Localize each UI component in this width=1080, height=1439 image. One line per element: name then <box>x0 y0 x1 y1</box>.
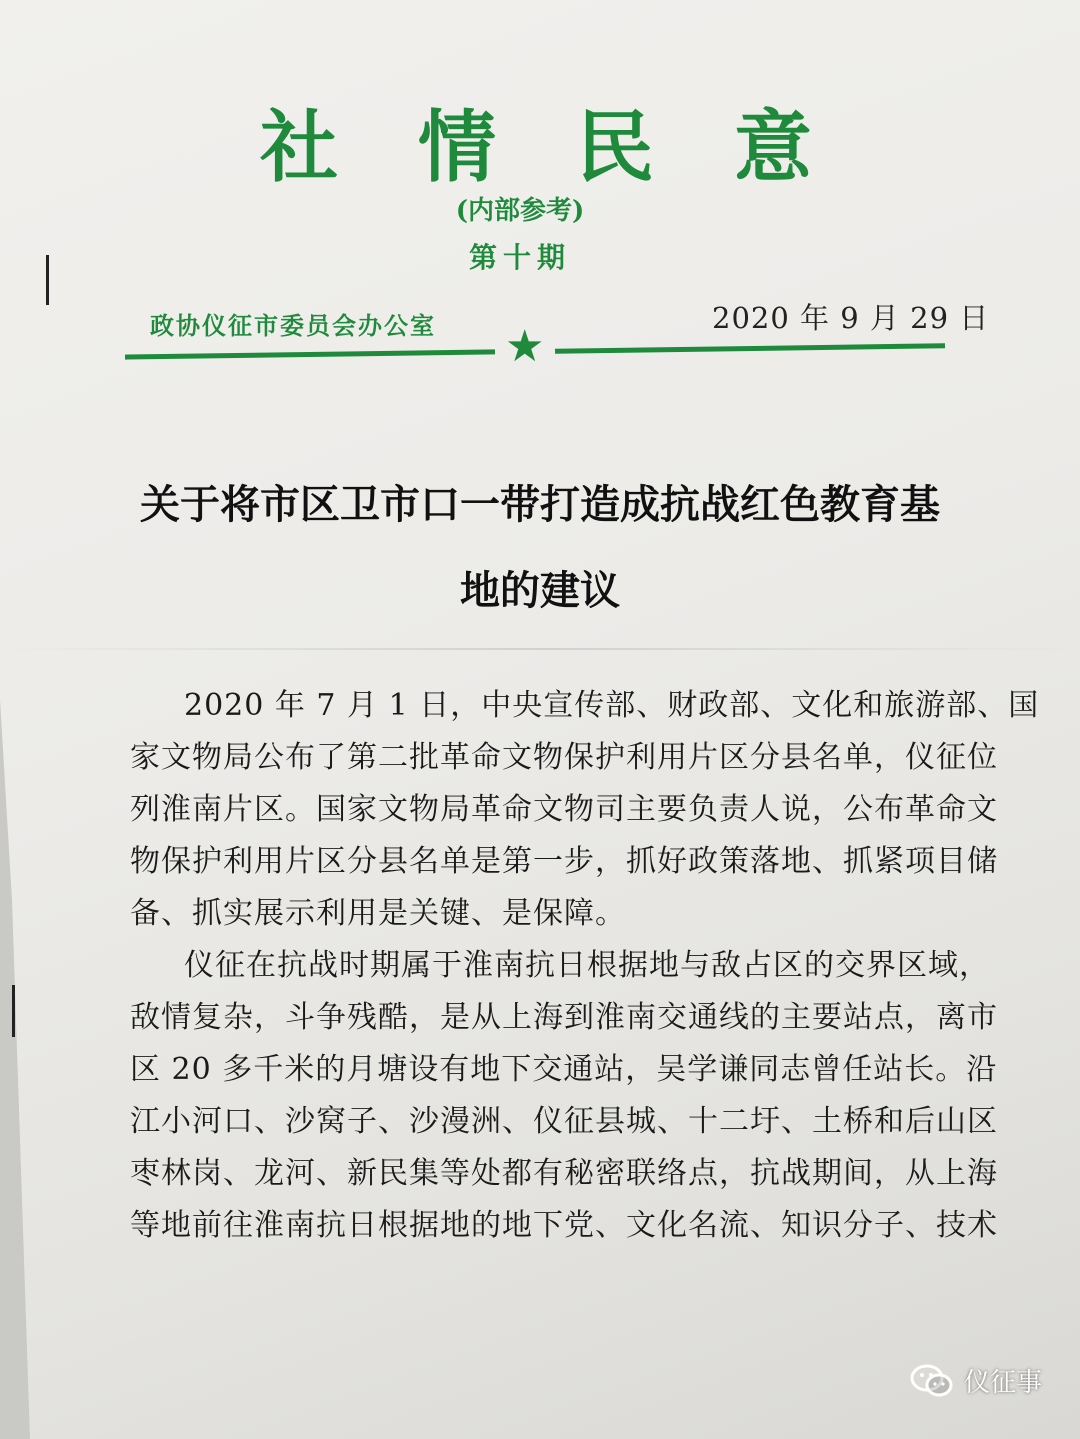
article-body <box>130 680 1040 1252</box>
body-line: 区 20 多千米的月塘设有地下交通站，吴学谦同志曾任站长。沿 <box>130 1052 998 1087</box>
body-line: 备、抓实展示利用是关键、是保障。 <box>130 896 626 931</box>
body-line: 家文物局公布了第二批革命文物保护利用片区分县名单，仪征位 <box>130 740 998 775</box>
watermark-text: 仪征事 <box>964 1368 1043 1398</box>
masthead <box>0 85 1080 197</box>
wechat-icon <box>910 1363 954 1399</box>
body-line: 仪征在抗战时期属于淮南抗日根据地与敌占区的交界区域， <box>184 948 990 983</box>
body-line: 敌情复杂，斗争残酷，是从上海到淮南交通线的主要站点，离市 <box>130 1000 998 1035</box>
paper-fold <box>0 648 1080 650</box>
body-line: 2020 年 7 月 1 日，中央宣传部、财政部、文化和旅游部、国 <box>184 688 1040 723</box>
title-line: 关于将市区卫市口一带打造成抗战红色教育基 <box>140 481 940 528</box>
masthead-char: 民 <box>576 102 663 193</box>
body-line: 物保护利用片区分县名单是第一步，抓好政策落地、抓紧项目储 <box>130 844 998 879</box>
masthead-char: 情 <box>417 102 504 193</box>
wechat-watermark <box>910 1362 1042 1399</box>
body-line: 列淮南片区。国家文物局革命文物司主要负责人说，公布革命文 <box>130 792 998 827</box>
title-line: 地的建议 <box>460 567 620 614</box>
body-line: 等地前往淮南抗日根据地的地下党、文化名流、知识分子、技术 <box>130 1208 998 1243</box>
issuing-organization: 政协仪征市委员会办公室 <box>150 311 436 340</box>
pen-mark <box>46 255 49 305</box>
body-line: 枣林岗、龙河、新民集等处都有秘密联络点，抗战期间，从上海 <box>130 1156 998 1191</box>
pen-mark <box>12 985 15 1037</box>
issue-date: 2020 年 9 月 29 日 <box>712 301 990 335</box>
masthead-char: 意 <box>734 102 821 193</box>
body-line: 江小河口、沙窝子、沙漫洲、仪征县城、十二圩、土桥和后山区 <box>130 1104 998 1139</box>
masthead-char: 社 <box>259 102 346 193</box>
issue-number: 第十期 <box>468 241 571 274</box>
article-title <box>0 462 1080 634</box>
internal-reference-note: (内部参考) <box>455 196 585 226</box>
star-icon: ★ <box>505 321 545 372</box>
